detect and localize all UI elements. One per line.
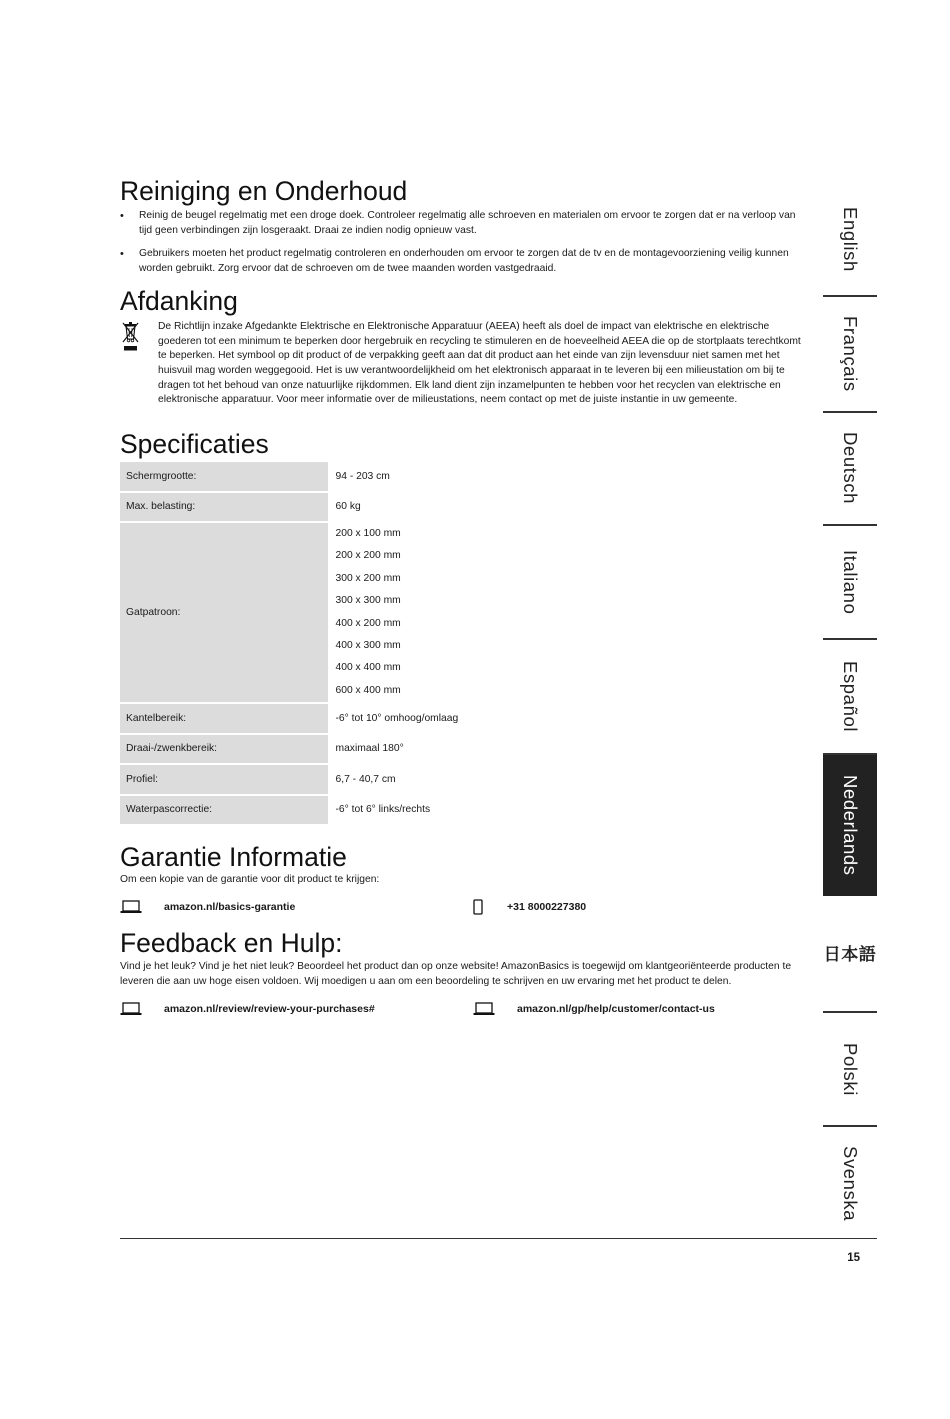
hole-pattern-value: 200 x 100 mm xyxy=(335,528,401,540)
table-row xyxy=(120,492,480,523)
spec-label: Profiel: xyxy=(120,764,328,795)
specs-section xyxy=(120,429,810,826)
warranty-link[interactable] xyxy=(120,899,473,915)
spec-label: Schermgrootte: xyxy=(120,462,328,492)
care-bullets xyxy=(120,209,810,277)
spec-label: Gatpatroon: xyxy=(120,522,328,703)
spec-value: maximaal 180° xyxy=(330,734,481,765)
disposal-section xyxy=(120,286,810,408)
disposal-title: Afdanking xyxy=(120,285,238,316)
warranty-link-text[interactable]: amazon.nl/basics-garantie xyxy=(164,900,296,913)
table-row xyxy=(120,703,480,734)
weee-crossed-bin-icon xyxy=(120,320,158,408)
page-number: 15 xyxy=(847,1252,860,1264)
spec-label: Draai-/zwenkbereik: xyxy=(120,734,328,765)
tab-espanol[interactable]: Español xyxy=(823,640,877,755)
spec-label: Kantelbereik: xyxy=(120,703,328,734)
hole-pattern-value: 400 x 200 mm xyxy=(335,617,401,629)
tab-nederlands[interactable]: Nederlands xyxy=(823,755,877,898)
spec-value: -6° tot 10° omhoog/omlaag xyxy=(330,703,481,734)
tab-deutsch[interactable]: Deutsch xyxy=(823,413,877,526)
care-section xyxy=(120,176,810,277)
care-bullet-1: • Reinig de beugel regelmatig met een droge doek. Controleer regelmatig alle schroeven en materialen om ervoor te zorgen dat er na verloop van tijd geen verbindingen zijn losgeraakt. Draai ze indien nodig opnieuw vast. xyxy=(120,209,810,238)
care-bullet-2: • Gebruikers moeten het product regelmatig controleren en onderhouden om ervoor te zorgen dat de tv en de montagevoorziening veilig kunnen worden gebruikt. Zorg ervoor dat de schroeven om de twee maanden worden vastgedraaid. xyxy=(120,247,810,276)
spec-value-list xyxy=(330,522,481,703)
table-row xyxy=(120,522,480,703)
tab-italiano[interactable]: Italiano xyxy=(823,526,877,640)
phone-icon xyxy=(473,899,507,915)
phone-number[interactable] xyxy=(473,899,586,915)
hole-pattern-value: 300 x 200 mm xyxy=(335,572,401,584)
footer-divider xyxy=(120,1238,877,1239)
warranty-section xyxy=(120,842,810,915)
warranty-title: Garantie Informatie xyxy=(120,842,347,873)
hole-pattern-value: 400 x 400 mm xyxy=(335,662,401,674)
tab-japanese[interactable]: 日本語 xyxy=(823,898,877,1013)
table-row xyxy=(120,795,480,826)
page-content xyxy=(120,176,810,1016)
tab-english[interactable]: English xyxy=(823,183,877,297)
spec-value: 60 kg xyxy=(330,492,481,523)
disposal-text: De Richtlijn inzake Afgedankte Elektrische en Elektronische Apparatuur (AEEA) heeft als doel de impact van elektrische en elektrische goederen tot een minimum te beperken door hergebruik en recycling te stimuleren en de hoeveelheid AEEA die op de stortplaats terechtkomt te beperken. Het symbool op dit product of de verpakking geeft aan dat dit product aan het einde van zijn levensduur niet samen met het huisvuil mag worden weggegooid. Het is uw verantwoordelijkheid om het elektronisch apparaat in te leveren bij een milieustation om bij te dragen tot het behoud van onze natuurlijke rijkdommen. Elk land dient zijn inzamelpunten te hebben voor het recyclen van elektrische en elektronische apparatuur. Voor meer informatie over de milieustations, neem contact op met de juiste instantie in uw gemeente. xyxy=(158,320,801,406)
laptop-icon xyxy=(120,1002,164,1016)
table-row xyxy=(120,764,480,795)
laptop-icon xyxy=(120,900,164,914)
feedback-section xyxy=(120,928,810,1016)
table-row xyxy=(120,734,480,765)
hole-pattern-value: 300 x 300 mm xyxy=(335,595,401,607)
laptop-icon xyxy=(473,1002,517,1016)
review-link[interactable] xyxy=(120,1002,473,1016)
contact-link-text[interactable]: amazon.nl/gp/help/customer/contact-us xyxy=(517,1003,715,1016)
language-tabs xyxy=(823,183,877,1241)
tab-polski[interactable]: Polski xyxy=(823,1013,877,1127)
warranty-intro: Om een kopie van de garantie voor dit product te krijgen: xyxy=(120,874,380,886)
feedback-title: Feedback en Hulp: xyxy=(120,927,343,958)
specs-table xyxy=(120,462,480,826)
hole-pattern-value: 400 x 300 mm xyxy=(335,639,401,651)
specs-title: Specificaties xyxy=(120,429,269,460)
care-title: Reiniging en Onderhoud xyxy=(120,176,408,206)
spec-label: Waterpascorrectie: xyxy=(120,795,328,826)
feedback-text: Vind je het leuk? Vind je het niet leuk? Beoordeel het product dan op onze website! AmazonBasics is toegewijd om klantgeoriënteerde producten te leveren die aan uw hoge eisen voldoen. Wij moedigen u aan om een beoordeling te schrijven en uw ervaring met het product te delen. xyxy=(120,960,792,987)
tab-francais[interactable]: Français xyxy=(823,297,877,413)
hole-pattern-value: 600 x 400 mm xyxy=(335,684,401,696)
contact-link[interactable] xyxy=(473,1002,715,1016)
review-link-text[interactable]: amazon.nl/review/review-your-purchases# xyxy=(164,1003,375,1016)
phone-number-text[interactable]: +31 8000227380 xyxy=(507,900,587,913)
hole-pattern-value: 200 x 200 mm xyxy=(335,550,401,562)
spec-value: 6,7 - 40,7 cm xyxy=(330,764,481,795)
spec-value: 94 - 203 cm xyxy=(330,462,481,492)
spec-value: -6° tot 6° links/rechts xyxy=(330,795,481,826)
spec-label: Max. belasting: xyxy=(120,492,328,523)
tab-svenska[interactable]: Svenska xyxy=(840,1146,861,1222)
table-row xyxy=(120,462,480,492)
